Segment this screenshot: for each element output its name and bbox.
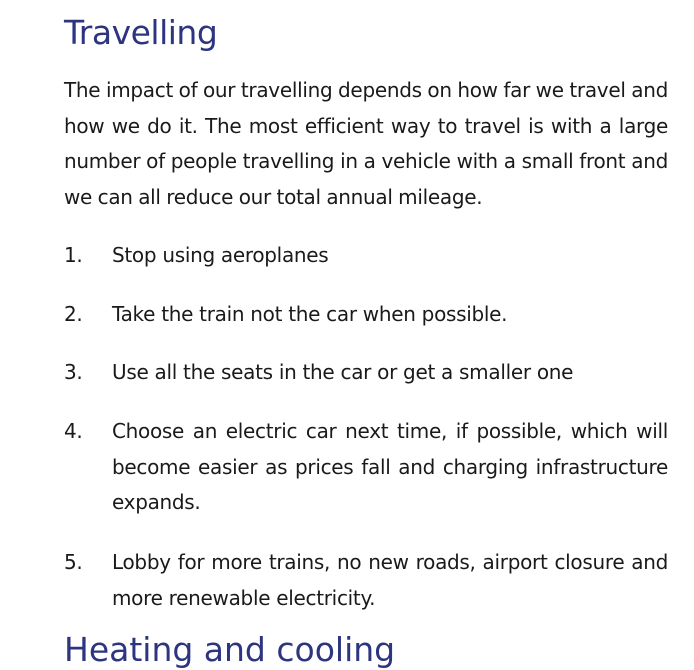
intro-paragraph: The impact of our travelling depends on how far we travel and how we do it. The most efficient way to travel is with a large number of people travelling in a vehicle with a small front and we can all reduce our total annual mileage.: [64, 78, 668, 209]
list-item-number: 5.: [64, 550, 83, 574]
list-item-number: 3.: [64, 360, 83, 384]
list-item-text: Take the train not the car when possible.: [112, 302, 508, 326]
list-item-number: 4.: [64, 419, 83, 443]
list-item: [64, 238, 668, 274]
list-item: [64, 414, 668, 521]
list-item: [64, 545, 668, 616]
list-item-number: 1.: [64, 243, 83, 267]
list-item-text: Stop using aeroplanes: [112, 243, 329, 267]
next-section-heading: Heating and cooling: [64, 630, 396, 669]
section-heading: Travelling: [64, 13, 218, 52]
list-item: [64, 355, 668, 391]
list-item: [64, 297, 668, 333]
list-item-text: Lobby for more trains, no new roads, airport closure and more renewable electricity.: [112, 550, 668, 610]
list-item-text: Choose an electric car next time, if possible, which will become easier as prices fall and charging infrastructure expands.: [112, 419, 668, 514]
list-item-number: 2.: [64, 302, 83, 326]
list-item-text: Use all the seats in the car or get a smaller one: [112, 360, 574, 384]
